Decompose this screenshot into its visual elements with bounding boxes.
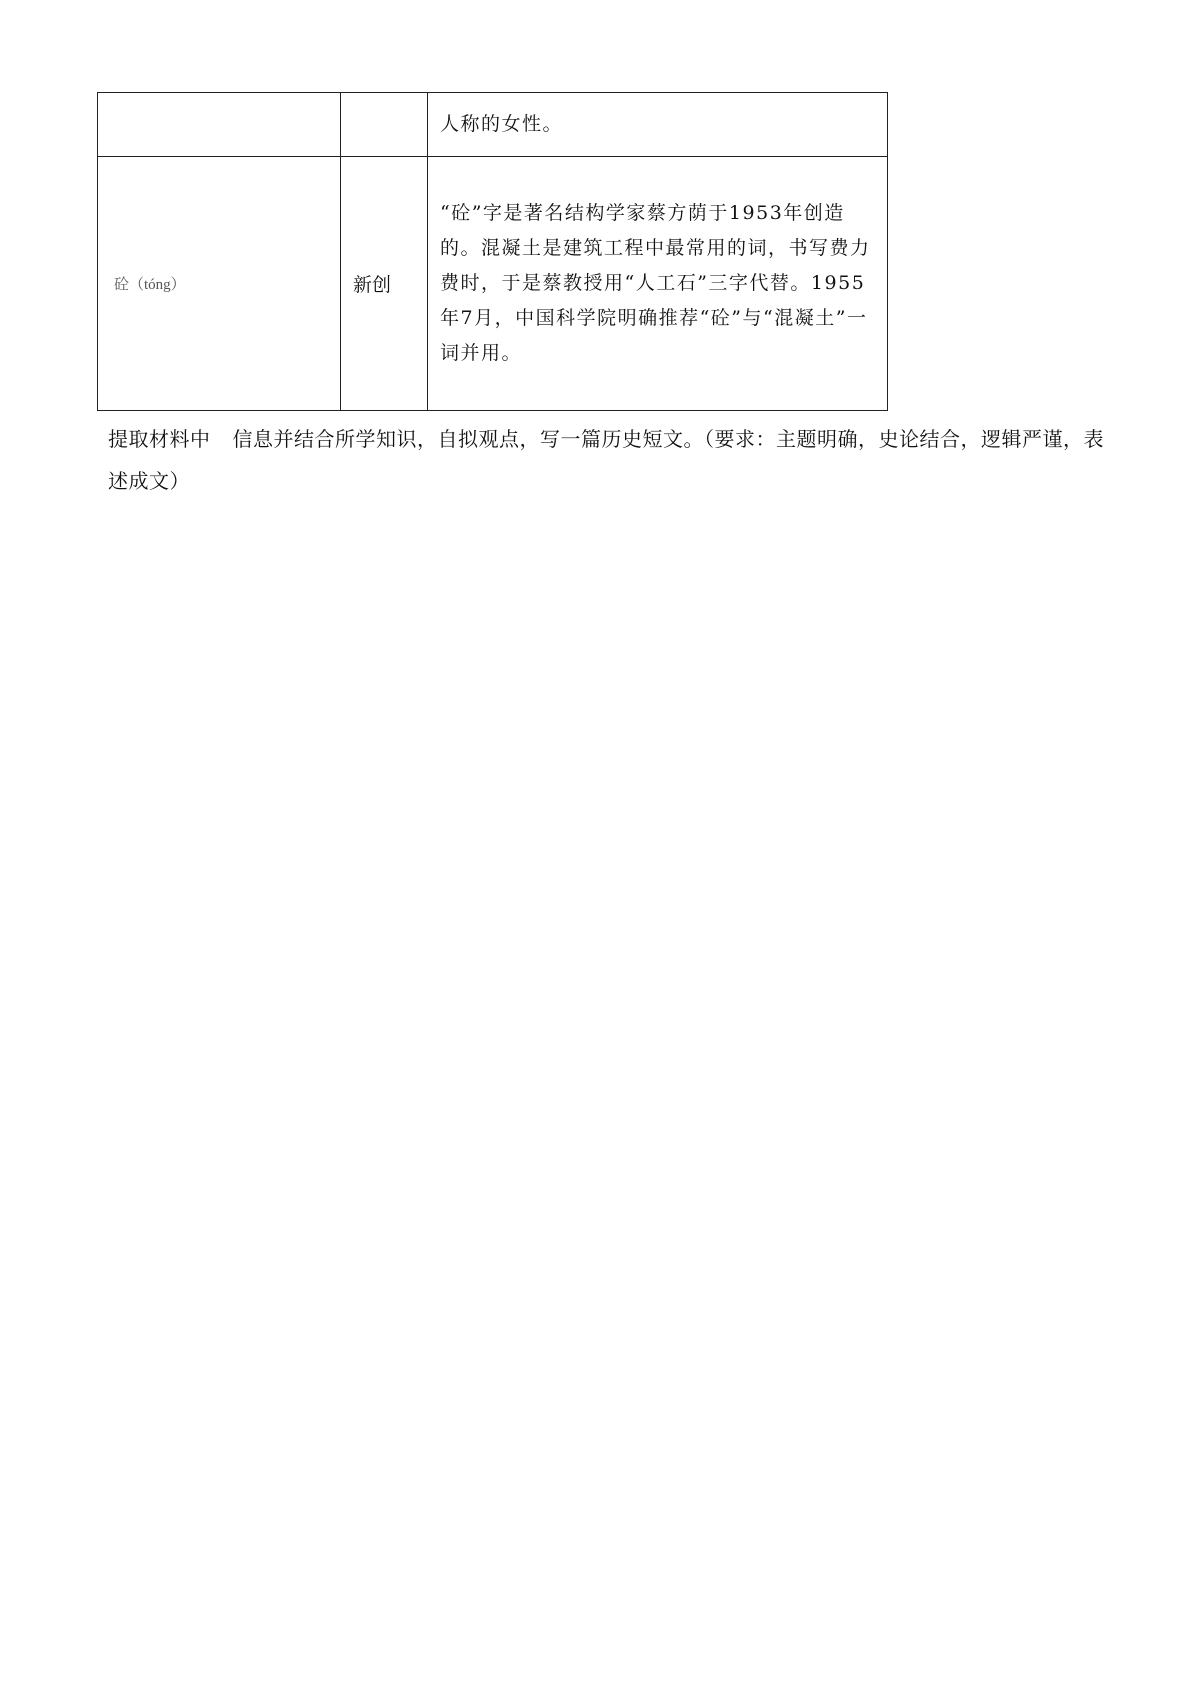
type-cell [341,93,428,157]
type-cell: 新创 [341,157,428,411]
description-text: 人称的女性。 [440,113,564,135]
table-row [98,93,888,157]
description-cell [428,93,888,157]
material-table [97,92,888,411]
character-cell [98,93,341,157]
prompt-part-1: 提取材料中 [108,427,211,451]
prompt-part-2: 信息并结合所学知识，自拟观点，写一篇历史短文。（要求：主题明确，史论结合，逻辑严谨，表述成文） [108,427,1104,493]
character-cell: 砼（tóng） [98,157,341,411]
description-cell [428,157,888,411]
question-prompt [108,418,1108,502]
description-text: “砼”字是著名结构学家蔡方荫于1953年创造的。混凝土是建筑工程中最常用的词，书写费力费时，于是蔡教授用“人工石”三字代替。1955年7月，中国科学院明确推荐“砼”与“混凝土”一词并用。 [440,202,871,364]
table-row [98,157,888,411]
